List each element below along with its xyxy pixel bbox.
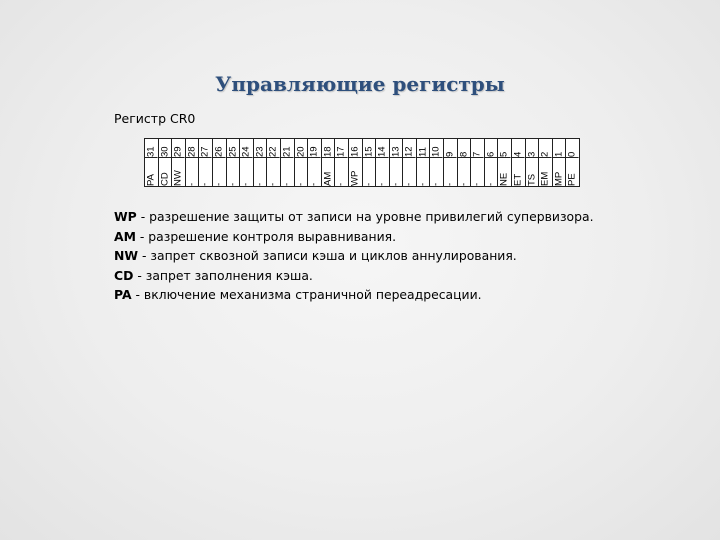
bit-number: 4 xyxy=(512,139,525,158)
bit-column xyxy=(295,139,309,186)
bit-number: 14 xyxy=(376,139,389,158)
bit-column xyxy=(526,139,540,186)
bit-flag-label: NW xyxy=(172,170,184,186)
bit-column xyxy=(349,139,363,186)
bit-column xyxy=(539,139,553,186)
bit-flag-label: - xyxy=(199,182,211,186)
bit-flag-label: WP xyxy=(349,170,361,186)
flag-descriptions-list xyxy=(114,207,594,305)
bit-flag-label: ET xyxy=(512,173,524,186)
bit-column xyxy=(566,139,579,186)
bit-column xyxy=(390,139,404,186)
bit-number: 23 xyxy=(254,139,267,158)
slide-title: Управляющие регистры xyxy=(215,72,505,96)
bit-column xyxy=(322,139,336,186)
bit-column xyxy=(430,139,444,186)
flag-abbreviation: AM xyxy=(114,228,136,244)
flag-description-text: - разрешение защиты от записи на уровне привилегий супервизора. xyxy=(136,209,594,224)
bit-column xyxy=(267,139,281,186)
bit-number: 6 xyxy=(485,139,498,158)
bit-flag-label: - xyxy=(226,182,238,186)
bit-number: 10 xyxy=(430,139,443,158)
bit-flag-label: - xyxy=(444,182,456,186)
bit-column xyxy=(145,139,159,186)
bit-column xyxy=(308,139,322,186)
bit-number: 9 xyxy=(444,139,457,158)
bit-number: 30 xyxy=(159,139,172,158)
bit-flag-label: - xyxy=(457,182,469,186)
bit-number: 25 xyxy=(227,139,240,158)
register-name-label: Регистр CR0 xyxy=(114,111,196,126)
bit-column xyxy=(159,139,173,186)
bit-number: 0 xyxy=(566,139,579,158)
flag-abbreviation: NW xyxy=(114,248,139,263)
bit-column xyxy=(281,139,295,186)
bit-number: 1 xyxy=(553,139,566,158)
bit-flag-label: PE xyxy=(566,173,578,186)
flag-description xyxy=(114,266,594,286)
bit-column xyxy=(471,139,485,186)
bit-flag-label: - xyxy=(417,182,429,186)
bit-column xyxy=(444,139,458,186)
bit-flag-label: - xyxy=(362,182,374,186)
flag-description-text: - запрет сквозной записи кэша и циклов аннулирования. xyxy=(138,248,517,263)
bit-number: 8 xyxy=(458,139,471,158)
bit-column xyxy=(458,139,472,186)
bit-number: 7 xyxy=(471,139,484,158)
bit-column xyxy=(485,139,499,186)
flag-description xyxy=(114,207,594,227)
bit-number: 18 xyxy=(322,139,335,158)
bit-number: 17 xyxy=(335,139,348,158)
flag-abbreviation: PA xyxy=(114,287,132,302)
bit-number: 31 xyxy=(145,139,158,158)
bit-column xyxy=(363,139,377,186)
bit-flag-label: EM xyxy=(539,171,551,186)
bit-flag-label: - xyxy=(376,182,388,186)
bit-number: 2 xyxy=(539,139,552,158)
flag-description xyxy=(114,246,594,266)
bit-column xyxy=(254,139,268,186)
bit-flag-label: NE xyxy=(498,172,510,186)
bit-flag-label: - xyxy=(213,182,225,186)
bit-number: 5 xyxy=(498,139,511,158)
bit-column xyxy=(213,139,227,186)
bit-flag-label: - xyxy=(281,182,293,186)
bit-flag-label: - xyxy=(267,182,279,186)
bit-flag-label: - xyxy=(403,182,415,186)
bit-number: 3 xyxy=(526,139,539,158)
bit-flag-label: CD xyxy=(158,172,170,186)
bit-flag-label: - xyxy=(430,182,442,186)
bit-number: 28 xyxy=(186,139,199,158)
bit-flag-label: - xyxy=(308,182,320,186)
flag-description-text: - включение механизма страничной переадресации. xyxy=(131,287,482,302)
bit-number: 29 xyxy=(172,139,185,158)
bit-column xyxy=(553,139,567,186)
bit-number: 27 xyxy=(199,139,212,158)
bit-number: 15 xyxy=(363,139,376,158)
bit-column xyxy=(335,139,349,186)
bit-number: 22 xyxy=(267,139,280,158)
bit-flag-label: - xyxy=(186,182,198,186)
bit-column xyxy=(172,139,186,186)
bit-column xyxy=(498,139,512,186)
flag-description-text: - запрет заполнения кэша. xyxy=(133,267,313,283)
bit-number: 12 xyxy=(403,139,416,158)
bit-flag-label: PA xyxy=(145,174,157,186)
flag-abbreviation: CD xyxy=(114,267,134,283)
bit-flag-label: - xyxy=(294,182,306,186)
bit-number: 11 xyxy=(417,139,430,158)
bit-column xyxy=(186,139,200,186)
bit-column xyxy=(403,139,417,186)
flag-description-text: - разрешение контроля выравнивания. xyxy=(135,228,397,244)
bit-flag-label: - xyxy=(485,182,497,186)
flag-abbreviation: WP xyxy=(114,209,137,224)
bit-flag-label: - xyxy=(471,182,483,186)
bit-column xyxy=(199,139,213,186)
bit-number: 20 xyxy=(295,139,308,158)
flag-description xyxy=(114,285,594,305)
bit-column xyxy=(417,139,431,186)
cr0-bit-table xyxy=(144,138,580,187)
bit-flag-label: TS xyxy=(525,173,537,186)
bit-column xyxy=(227,139,241,186)
bit-number: 19 xyxy=(308,139,321,158)
bit-number: 21 xyxy=(281,139,294,158)
bit-column xyxy=(376,139,390,186)
bit-flag-label: - xyxy=(389,182,401,186)
bit-number: 24 xyxy=(240,139,253,158)
bit-number: 26 xyxy=(213,139,226,158)
bit-flag-label: - xyxy=(335,182,347,186)
bit-column xyxy=(240,139,254,186)
bit-number: 13 xyxy=(390,139,403,158)
bit-column xyxy=(512,139,526,186)
bit-flag-label: MP xyxy=(553,171,565,186)
flag-description xyxy=(114,227,594,247)
bit-number: 16 xyxy=(349,139,362,158)
bit-flag-label: - xyxy=(240,182,252,186)
bit-flag-label: - xyxy=(254,182,266,186)
bit-flag-label: AM xyxy=(322,171,334,186)
